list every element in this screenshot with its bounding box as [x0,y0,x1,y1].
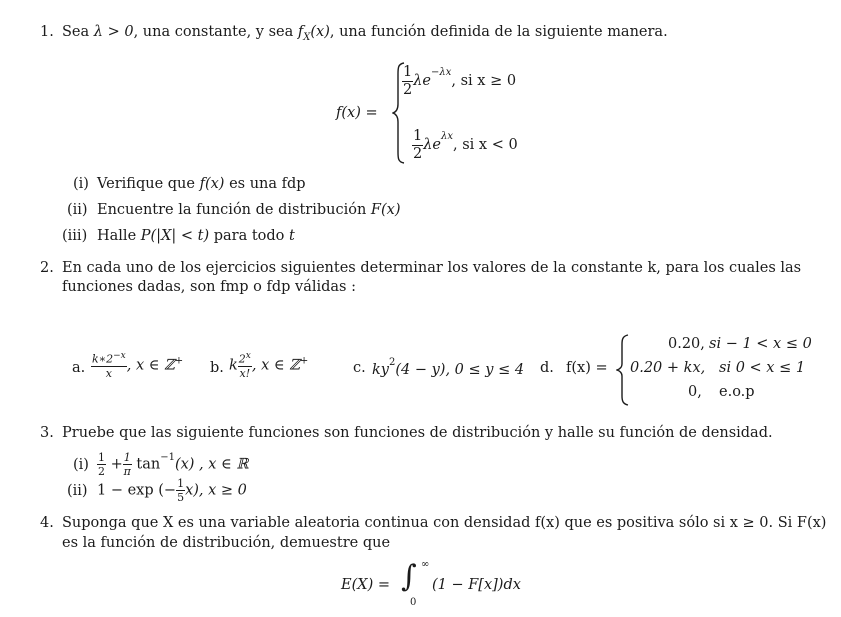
q2-a-tail-sup: + [174,355,184,367]
q1-intro-arg: (x) [310,24,330,40]
q1-case2-expr: λe [423,137,442,153]
q2-line-2: funciones dadas, son fmp o fdp válidas : [62,279,356,295]
q1-sub-label-2: (ii) [67,202,88,218]
q4-line-1: Suponga que X es una variable aleatoria continua con densidad f(x) que es positiva sólo si x ≥ 0. Si F(x) [62,515,827,531]
q3-ii-label: (ii) [67,483,88,499]
q1-case2-frac: $\frac{1}{2}$ [413,128,423,162]
q1-case1-exp: −λx [431,67,452,79]
q2-d-case-2-cond: si 0 < x ≤ 1 [719,360,806,376]
q1-sub-item-1: Verifique que f(x) es una fdp [97,176,306,192]
q2-b-tail: , x ∈ ℤ [251,357,300,374]
q3-ii-expr: 1 − exp (− $\frac{1}{5}$ x), x ≥ 0 [97,477,247,504]
q1-sub-item-3: Halle P(|X| < t) para todo t [97,228,295,244]
q4-lhs: E(X) = [341,577,390,593]
q3-i-frac-2: $\frac{1}{\pi}$ [123,451,131,478]
q3-i-frac-1: $\frac{1}{2}$ [98,451,105,478]
q3-i-plus: + [110,456,123,473]
q2-d-case-3-cond: e.o.p [719,384,755,400]
q2-a-tail: , x ∈ ℤ [126,357,175,374]
q3-i-label: (i) [73,457,89,473]
q1-sub-label-1: (i) [73,176,89,192]
q1-intro-lambda: λ > 0 [93,24,134,40]
q2-d-case-2-value: 0.20 + kx, [630,360,706,376]
q4-line-2: es la función de distribución, demuestre que [62,535,391,551]
q1-intro-f: f [297,24,304,40]
q1-sub-item-2: Encuentre la función de distribución F(x) [97,202,401,218]
q3-number: 3. [40,425,54,441]
q4-integral-sign: ∫ [401,559,417,594]
q1-case2-cond: , si x < 0 [453,137,518,153]
q2-a-frac: $\frac{k∗2^{-x}}{x}$ [92,351,126,380]
q2-b-frac: $\frac{2^x}{x!}$ [238,351,251,380]
q2-c-label: c. [353,360,366,376]
q2-d-case-1-value: 0.20, [668,336,705,352]
q2-b-tail-sup: + [299,355,309,367]
q1-intro [62,24,668,43]
q2-b-k: k [229,357,238,374]
q2-d-case-1-cond: si − 1 < x ≤ 0 [709,336,812,352]
q3-i-tan-exp: −1 [160,451,175,463]
q1-case1-frac: $\frac{1}{2}$ [403,64,413,98]
q1-intro-a: Sea [62,24,90,40]
q3-i-expr [97,452,248,477]
q1-intro-c: , una función definida de la siguiente manera. [329,24,668,40]
q2-a-expr [91,352,183,379]
q2-d-brace [616,334,630,406]
q4-number: 4. [40,515,54,531]
q2-a-label: a. [72,360,86,376]
q1-intro-sub: X [303,31,311,43]
q1-case-1 [402,65,516,97]
q2-b-label: b. [210,360,224,376]
q3-text: Pruebe que las siguiente funciones son funciones de distribución y halle su función de densidad. [62,425,773,441]
q2-d-label: d. [540,360,554,376]
q3-i-tail: (x) , x ∈ ℝ [174,456,249,473]
q4-integrand: (1 − F[x])dx [432,577,521,593]
q2-d-lhs: f(x) = [566,360,608,376]
q1-case2-exp: λx [441,131,453,143]
q2-line-1: En cada uno de los ejercicios siguientes determinar los valores de la constante k, para los cuales las [62,260,802,276]
q1-lhs: f(x) = [336,105,378,121]
q1-sub-label-3: (iii) [62,228,88,244]
q4-int-lower: 0 [410,597,417,608]
q3-i-tan: tan [136,456,161,473]
q1-case1-cond: , si x ≥ 0 [451,73,517,89]
q1-number: 1. [40,24,54,40]
q1-case1-expr: λe [413,73,432,89]
q3-ii-frac: $\frac{1}{5}$ [177,477,185,504]
q1-intro-b: , una constante, y sea [133,24,294,40]
q2-b-expr [229,352,308,379]
q2-number: 2. [40,260,54,276]
q2-d-case-3-value: 0, [688,384,702,400]
q1-case-2 [412,129,518,161]
q4-int-upper: ∞ [421,559,430,570]
q2-c-expr: $ky^2(4 - y)$, 0 ≤ y ≤ 4 [372,357,525,378]
